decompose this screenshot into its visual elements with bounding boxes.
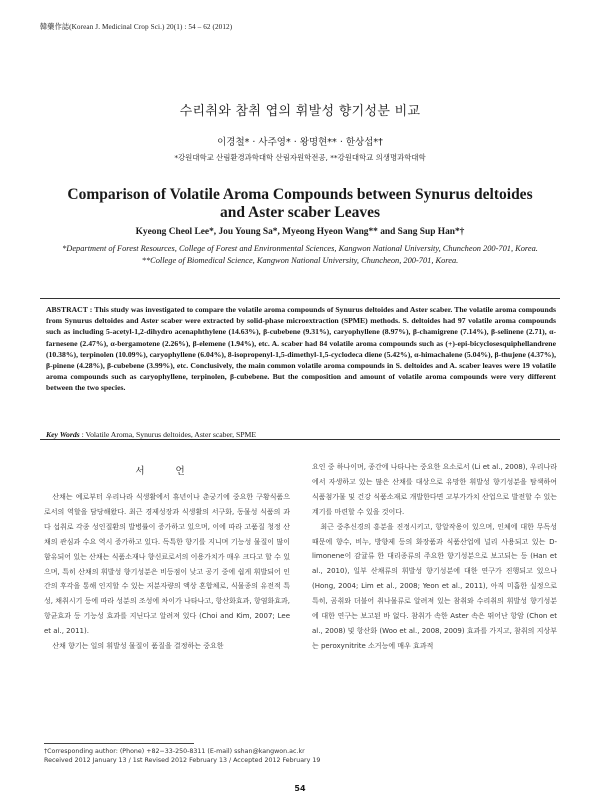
korean-title: 수리취와 참취 엽의 휘발성 향기성분 비교 — [179, 104, 421, 119]
paragraph: 산채는 예로부터 우리나라 식생활에서 휴년이나 춘궁기에 중요한 구황식품으로서의 역할을 담당해왔다. 최근 경제성장과 식생활의 서구화, 동물성 식품의 과다 섭취로 각종 성인질환의 발병률이 증가하고 있으며, 이에 따라 고품질 청정 산채의 관심과 수요 역시 증가하고 있다. 독특한 향기를 지니며 기능성 물질이 많이 함유되어 있는 산채는 식품소재나 향신료로서의 이용가치가 매우 크다고 할 수 있으며, 특히 산채의 휘발성 향기성분은 비등점이 낮고 공기 중에 쉽게 휘발되어 인간의 후각을 통해 인지할 수 있는 저분자량의 액상 혼합체로, 식물종의 유전적 특성, 채취시기 등에 따라 성분의 조성에 차이가 나타나고, 항산화효과, 항염화효과, 항균효과 등 기능성 효과를 지닌다고 알려져 있다 (Choi and Kim, 2007; Lee et al., 2011). — [44, 493, 290, 636]
footnote — [44, 747, 374, 765]
paragraph: 최근 중추신경의 흥분을 진정시키고, 항알작용이 있으며, 인체에 대한 무독성 때문에 향수, 비누, 방향제 등의 화장품과 식품산업에 널리 사용되고 있는 D-limonene이 감귤류 한 대리종류의 주요한 향기성분으로 보고되는 등 (Han et al., 2010), 일부 산채류의 휘발성 향기성분에 대한 연구가 진행되고 있으나 (Hong, 2004; Lim et al., 2008; Yeon et al., 2011), 아직 미흡한 실정으로 특히, 곰취와 더불어 취나물류로 알려져 있는 참취와 수리취의 휘발성 향기성분에 대한 연구는 보고된 바 없다. 참취가 속한 Aster 속은 뛰어난 항암 (Chon et al., 2008) 및 항산화 (Woo et al., 2008, 2009) 효과를 가지고, 참취의 지상부는 peroxynitrite 소거능에 매우 효과적 — [312, 522, 557, 650]
affiliation-line-2: **College of Biomedical Science, Kangwon National University, Chuncheon, 200-701, Korea. — [141, 255, 459, 265]
keywords-list: : Volatile Aroma, Synurus deltoides, Aster scaber, SPME — [79, 430, 257, 439]
paragraph: 요인 중 하나이며, 종간에 나타나는 중요한 요소로서 (Li et al., 2008), 우리나라에서 자생하고 있는 많은 산채를 대상으로 유망한 휘발성 향기성분을 탐색하여 식품첨가물 및 건강 식품소재로 개발한다면 고부가가치 산업으로 발전할 수 있는 계기를 마련할 수 있을 것이다. — [312, 463, 557, 516]
abstract-text: ABSTRACT : This study was investigated to compare the volatile aroma compounds of Synurus deltoides and Aster scaber. The volatile aroma compounds from Synurus deltoides and Aster scaber were extracted by solid-phase microextraction (SPME) methods. S. deltoides had 97 volatile aroma compounds such as including 5-acetyl-1,2-dihydro acenaphthylene (14.63%), β-cubebene (9.31%), caryophyllene (8.97%), β-chamigrene (7.14%), β-selinene (2.71), α-farnesene (2.47%), α-bergamotene (2.26%), β-elemene (1.94%), etc. A. scaber had 84 volatile aroma compounds such as (+)-epi-bicyclosesquiphellandrene (10.38%), terpinolen (10.09%), caryophyllene (6.04%), 8-isopropenyl-1,5-dimethyl-1,5-cyclodeca diene (5.42%), α-himachalene (5.04%), β-thujene (4.37%), β-pinene (4.28%), β-cubebene (3.99%), etc. Conclusively, the main common volatile aroma compounds in S. deltoides and A. scaber leaves were 19 volatile aroma compounds such as caryophyllene, terpinolen, β-cubebene. But the composition and amount of volatile aroma compounds were very different between the two species. — [46, 305, 556, 393]
page-number: 54 — [294, 784, 306, 793]
left-column — [44, 490, 290, 654]
affiliation-line-1: *Department of Forest Resources, College of Forest and Environmental Sciences, Kangwon National University, Chuncheon 200-701, Korea. — [62, 244, 538, 253]
korean-authors: 이경철* · 사주영* · 왕명현** · 한상섭*† — [217, 137, 383, 148]
keywords — [46, 429, 556, 440]
section-title-introduction: 서 언 — [135, 466, 199, 477]
corresponding-author: †Corresponding author: (Phone) +82−33-250-8311 (E-mail) sshan@kangwon.ac.kr — [44, 748, 305, 755]
english-title: Comparison of Volatile Aroma Compounds between Synurus deltoides and Aster scaber Leaves — [67, 186, 533, 221]
keywords-label: Key Words — [46, 430, 80, 439]
right-column — [312, 460, 557, 654]
english-affiliation — [60, 243, 540, 266]
english-authors: Kyeong Cheol Lee*, Jou Young Sa*, Myeong Hyeon Wang** and Sang Sup Han*† — [135, 227, 465, 237]
journal-header: 韓藥作誌(Korean J. Medicinal Crop Sci.) 20(1) : 54 – 62 (2012) — [40, 23, 233, 31]
footnote-divider — [44, 743, 194, 744]
korean-affiliation: *강원대학교 산림환경과학대학 산림자원학전공, **강원대학교 의생명과학대학 — [174, 153, 426, 162]
received-dates: Received 2012 January 13 / 1st Revised 2012 February 13 / Accepted 2012 February 19 — [44, 757, 321, 764]
paragraph: 산채 향기는 일의 휘발성 물질이 품질을 결정하는 중요한 — [52, 642, 224, 651]
